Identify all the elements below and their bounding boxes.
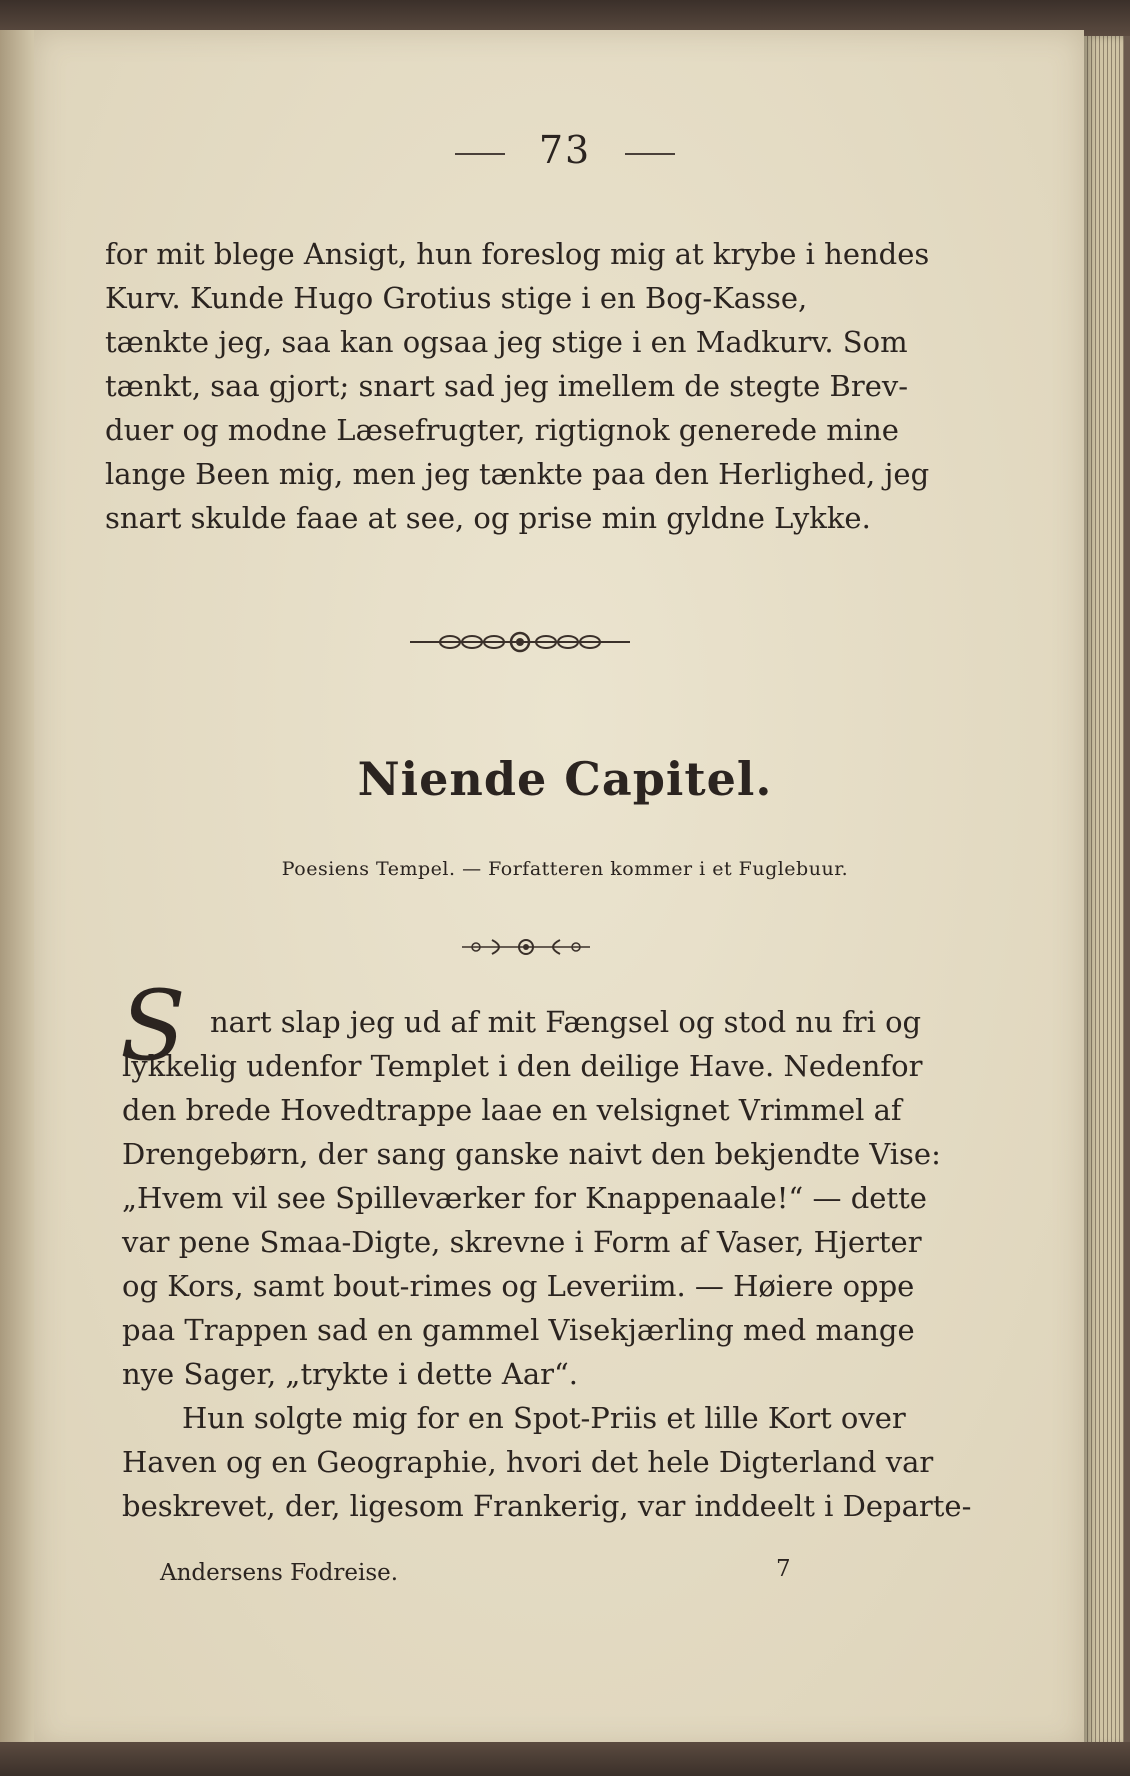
text-line: var pene Smaa-Digte, skrevne i Form af Vaser, Hjerter — [122, 1225, 922, 1259]
page-number-dash-right — [625, 153, 675, 155]
book-cover-bottom — [0, 1742, 1130, 1776]
page-number-value: 73 — [538, 128, 592, 172]
main-paragraph — [122, 1000, 972, 1528]
text-line: Drengebørn, der sang ganske naivt den bekjendte Vise: — [122, 1137, 941, 1171]
sheet-number: 7 — [776, 1556, 791, 1582]
text-line: nye Sager, „trykte i dette Aar“. — [122, 1357, 579, 1391]
text-line: for mit blege Ansigt, hun foreslog mig at krybe i hendes — [105, 237, 930, 271]
chapter-title: Niende Capitel. — [357, 752, 773, 806]
drop-capital: S — [120, 970, 186, 1082]
page-number-dash-left — [455, 153, 505, 155]
text-line: duer og modne Læsefrugter, rigtignok generede mine — [105, 413, 899, 447]
text-line: Haven og en Geographie, hvori det hele Digterland var — [122, 1445, 934, 1479]
text-line: Kurv. Kunde Hugo Grotius stige i en Bog-Kasse, — [105, 281, 808, 315]
text-line: „Hvem vil see Spilleværker for Knappenaale!“ — dette — [122, 1181, 927, 1215]
text-line: paa Trappen sad en gammel Visekjærling med mange — [122, 1313, 915, 1347]
text-line: og Kors, samt bout-rimes og Leveriim. — Høiere oppe — [122, 1269, 915, 1303]
text-line: Hun solgte mig for en Spot-Priis et lille Kort over — [182, 1401, 906, 1435]
text-line: den brede Hovedtrappe laae en velsignet Vrimmel af — [122, 1093, 902, 1127]
page-number — [0, 128, 1130, 172]
signature-mark: Andersens Fodreise. — [160, 1560, 399, 1586]
page-stack-edge — [1084, 36, 1124, 1746]
text-line: tænkte jeg, saa kan ogsaa jeg stige i en Madkurv. Som — [105, 325, 908, 359]
chapter-summary: Poesiens Tempel. — Forfatteren kommer i et Fuglebuur. — [281, 858, 849, 880]
section-divider-ornament — [410, 630, 630, 654]
chapter-ornament — [462, 936, 590, 958]
text-line: lykkelig udenfor Templet i den deilige Have. Nedenfor — [122, 1049, 923, 1083]
text-line: tænkt, saa gjort; snart sad jeg imellem de stegte Brev- — [105, 369, 909, 403]
text-line: beskrevet, der, ligesom Frankerig, var inddeelt i Departe- — [122, 1489, 972, 1523]
text-line: snart skulde faae at see, og prise min gyldne Lykke. — [105, 501, 871, 535]
top-paragraph — [105, 232, 930, 540]
text-line: nart slap jeg ud af mit Fængsel og stod nu fri og — [210, 1005, 922, 1039]
text-line: lange Been mig, men jeg tænkte paa den Herlighed, jeg — [105, 457, 930, 491]
